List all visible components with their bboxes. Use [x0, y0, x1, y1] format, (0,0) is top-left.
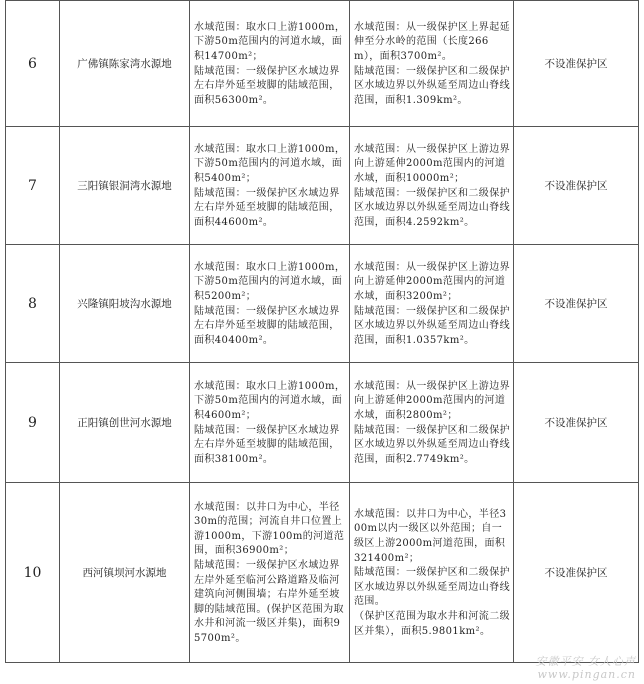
- primary-zone-cell: [190, 483, 350, 663]
- watermark-line2: www.pingan.cn: [537, 668, 636, 681]
- watermark: [536, 655, 637, 681]
- primary-zone-cell: [190, 245, 350, 363]
- primary-zone-cell: [190, 363, 350, 483]
- source-name: 西河镇坝河水源地: [60, 483, 190, 663]
- primary-zone-text: 水域范围：取水口上游1000m，下游50m范围内的河道水域，面积5200m²； 陆域范围：一级保护区水域边界左右岸外延至坡脚的陆域范围，面积40400m²。: [194, 261, 346, 346]
- table-row: [6, 483, 639, 663]
- source-name: 三阳镇银洞湾水源地: [60, 127, 190, 245]
- secondary-zone-cell: [350, 127, 514, 245]
- quasi-zone: 不设准保护区: [514, 127, 639, 245]
- quasi-zone: 不设准保护区: [514, 483, 639, 663]
- table-row: [6, 1, 639, 127]
- table-row: [6, 363, 639, 483]
- table-row: [6, 245, 639, 363]
- protection-zone-table: [5, 0, 639, 663]
- primary-zone-cell: [190, 1, 350, 127]
- row-number: 7: [6, 127, 60, 245]
- row-number: 6: [6, 1, 60, 127]
- table-row: [6, 127, 639, 245]
- secondary-zone-text: 水域范围：从一级保护区上游边界向上游延伸2000m范围内的河道水域，面积2800m²； 陆域范围：一级保护区和二级保护区水域边界以外纵延至周边山脊线范围，面积2.7749km²。: [354, 380, 510, 465]
- primary-zone-text: 水域范围：取水口上游1000m，下游50m范围内的河道水域，面积5400m²； 陆域范围：一级保护区水域边界左右岸外延至坡脚的陆域范围，面积44600m²。: [194, 143, 346, 228]
- secondary-zone-text: 水域范围：从一级保护区上游边界向上游延伸2000m范围内的河道水域，面积3200m²； 陆域范围：一级保护区和二级保护区水域边界以外纵延至周边山脊线范围，面积1.0357km²。: [354, 261, 510, 346]
- primary-zone-text: 水域范围：取水口上游1000m，下游50m范围内的河道水域，面积14700m²； 陆域范围：一级保护区水域边界左右岸外延至坡脚的陆域范围，面积56300m²。: [194, 21, 346, 106]
- secondary-zone-cell: [350, 1, 514, 127]
- secondary-zone-text: 水域范围：从一级保护区上游边界向上游延伸2000m范围内的河道水域，面积10000m²； 陆域范围：一级保护区和二级保护区水域边界以外纵延至周边山脊线范围，面积4.2592km²。: [354, 143, 510, 228]
- quasi-zone: 不设准保护区: [514, 1, 639, 127]
- source-name: 正阳镇创世河水源地: [60, 363, 190, 483]
- primary-zone-text: 水域范围：以井口为中心，半径30m的范围；河流自井口位置上游1000m，下游100m的河道范围，面积36900m²； 陆域范围：一级保护区水域边界左岸外延至临河公路道路及临河建筑向河侧围墙；右岸外延至坡脚的陆域范围。(保护区范围为取水井和河流一级区并集)，面积95700m²。: [194, 501, 345, 644]
- source-name: 兴隆镇阳坡沟水源地: [60, 245, 190, 363]
- quasi-zone: 不设准保护区: [514, 363, 639, 483]
- row-number: 8: [6, 245, 60, 363]
- watermark-line1: 安徽平安 女人心声: [535, 655, 636, 668]
- secondary-zone-cell: [350, 483, 514, 663]
- quasi-zone: 不设准保护区: [514, 245, 639, 363]
- secondary-zone-text: 水域范围：以井口为中心，半径300m以内一级区以外范围；自一级区上游2000m河道范围，面积321400m²； 陆域范围：一级保护区和二级保护区水域边界以外纵延至周边山脊线范围。 （保护区范围为取水井和河流二级区并集），面积5.9801km²。: [354, 508, 510, 637]
- secondary-zone-cell: [350, 363, 514, 483]
- row-number: 9: [6, 363, 60, 483]
- secondary-zone-cell: [350, 245, 514, 363]
- row-number: 10: [6, 483, 60, 663]
- source-name: 广佛镇陈家湾水源地: [60, 1, 190, 127]
- primary-zone-text: 水域范围：取水口上游1000m，下游50m范围内的河道水域，面积4600m²； 陆域范围：一级保护区水域边界左右岸外延至坡脚的陆域范围，面积38100m²。: [194, 380, 346, 465]
- primary-zone-cell: [190, 127, 350, 245]
- secondary-zone-text: 水域范围：从一级保护区上界起延伸至分水岭的范围（长度266m），面积3700m²。 陆域范围：一级保护区和二级保护区水域边界以外纵延至周边山脊线范围，面积1.309km²。: [354, 21, 510, 106]
